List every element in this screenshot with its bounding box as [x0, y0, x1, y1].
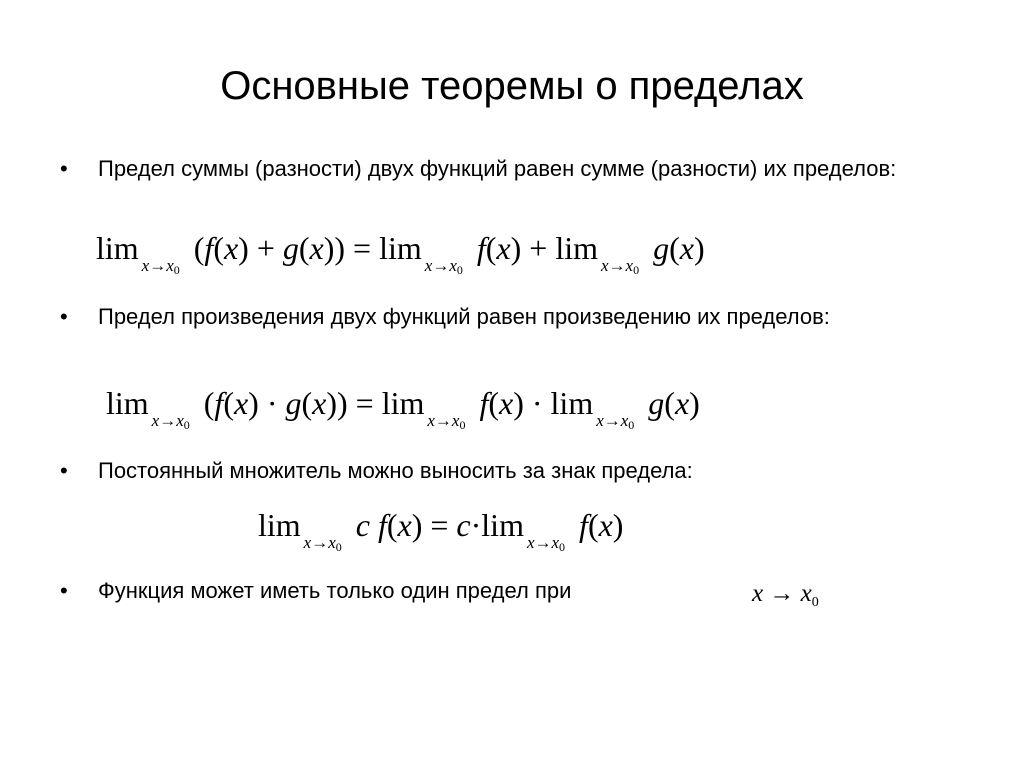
bullet-text-product-limit: Предел произведения двух функций равен произведению их пределов:: [98, 304, 830, 329]
formula-sum-limit: lim $_{x\to x0}$ (f(x) + g(x)) = lim $_{x\to x0}$ f(x) + lim $_{x\to x0}$ g(x): [96, 230, 705, 277]
formula-constant-factor: lim $_{x\to x0}$ c f(x) = c·lim $_{x\to x0}$ f(x): [258, 507, 624, 554]
bullet-marker: •: [60, 156, 68, 181]
bullet-text-unique-limit: Функция может иметь только один предел при: [98, 578, 572, 603]
slide-title: Основные теоремы о пределах: [220, 64, 804, 108]
formula-x-to-x0: $x \to x_0$: [752, 580, 819, 610]
bullet-marker: •: [60, 578, 68, 603]
bullet-text-constant-factor: Постоянный множитель можно выносить за знак предела:: [98, 458, 693, 483]
bullet-marker: •: [60, 458, 68, 483]
bullet-marker: •: [60, 304, 68, 329]
formula-product-limit: lim $_{x\to x0}$ (f(x) · g(x)) = lim $_{x\to x0}$ f(x) · lim $_{x\to x0}$ g(x): [106, 385, 700, 432]
bullet-text-sum-limit: Предел суммы (разности) двух функций равен сумме (разности) их пределов:: [98, 156, 897, 181]
